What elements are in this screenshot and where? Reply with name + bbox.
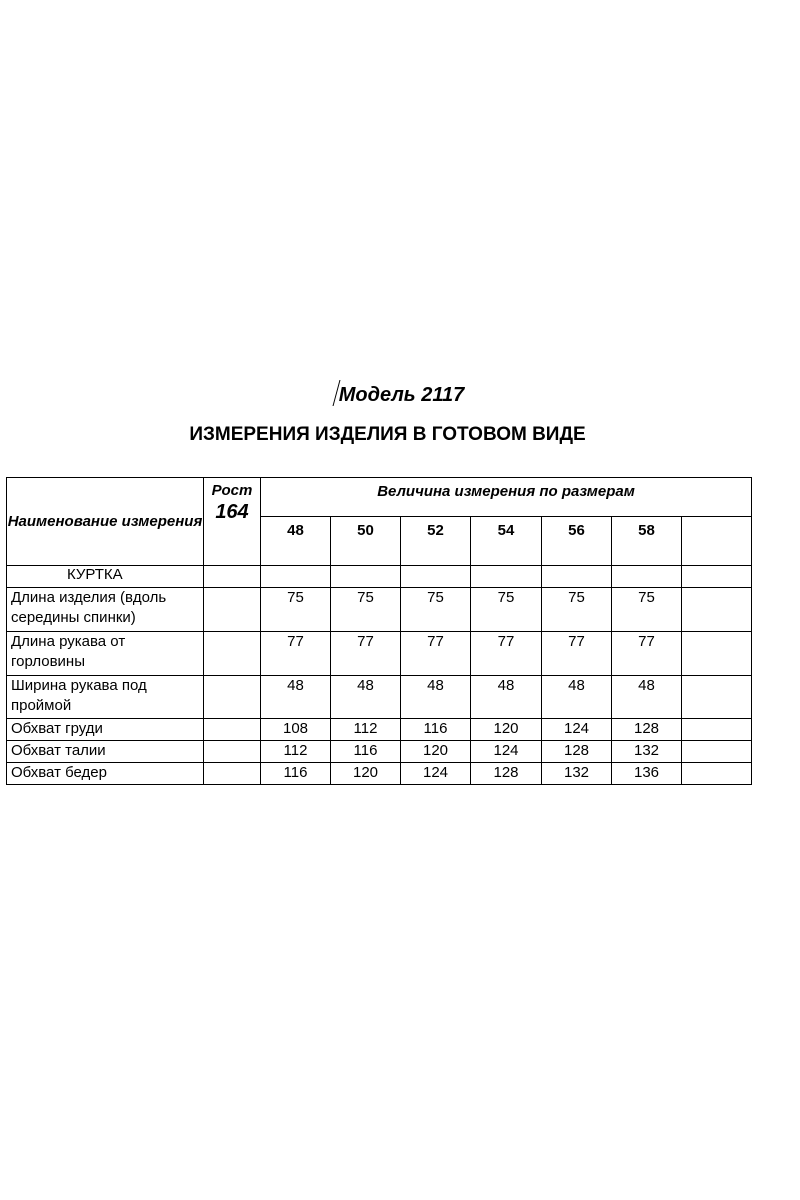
measurement-value: 77: [331, 632, 401, 676]
measurement-value: 75: [261, 588, 331, 632]
measurement-value: [682, 763, 752, 785]
height-cell: [204, 632, 261, 676]
measurement-value: 75: [471, 588, 542, 632]
measurement-value: 124: [471, 741, 542, 763]
measurement-value: [682, 741, 752, 763]
empty-cell: [612, 566, 682, 588]
measurement-value: [682, 676, 752, 719]
size-header-cell: 56: [542, 517, 612, 566]
measurement-value: [682, 588, 752, 632]
empty-cell: [204, 566, 261, 588]
height-cell: [204, 588, 261, 632]
empty-cell: [682, 566, 752, 588]
measurement-value: 77: [471, 632, 542, 676]
height-cell: [204, 719, 261, 741]
height-cell: [204, 741, 261, 763]
measurement-value: 116: [331, 741, 401, 763]
measurement-value: 75: [542, 588, 612, 632]
measurement-value: 77: [542, 632, 612, 676]
measurement-name: Ширина рукава под проймой: [7, 676, 204, 719]
measurement-value: 116: [401, 719, 471, 741]
size-header-cell: 58: [612, 517, 682, 566]
header-row-top: [7, 478, 752, 517]
measurement-value: 77: [261, 632, 331, 676]
size-header-cell: 50: [331, 517, 401, 566]
document-title: ИЗМЕРЕНИЯ ИЗДЕЛИЯ В ГОТОВОМ ВИДЕ: [189, 424, 586, 445]
header-measurement-name: Наименование измерения: [7, 478, 204, 566]
measurement-value: 75: [401, 588, 471, 632]
measurement-value: 108: [261, 719, 331, 741]
header-height: [204, 478, 261, 566]
height-value: 164: [215, 501, 249, 523]
empty-cell: [331, 566, 401, 588]
section-label: КУРТКА: [7, 566, 204, 588]
height-cell: [204, 763, 261, 785]
measurement-value: 132: [542, 763, 612, 785]
measurement-name: Обхват груди: [7, 719, 204, 741]
empty-cell: [401, 566, 471, 588]
measurement-name: Обхват бедер: [7, 763, 204, 785]
measurement-value: 136: [612, 763, 682, 785]
height-label: Рост: [211, 482, 253, 499]
empty-cell: [471, 566, 542, 588]
size-header-cell: 52: [401, 517, 471, 566]
measurement-value: 48: [331, 676, 401, 719]
measurements-table: [6, 477, 752, 785]
model-title: [0, 380, 800, 407]
table-row: [7, 676, 752, 719]
model-title-text: Модель 2117: [338, 384, 465, 406]
measurement-value: [682, 632, 752, 676]
height-cell: [204, 676, 261, 719]
measurement-value: 48: [471, 676, 542, 719]
measurement-value: 48: [261, 676, 331, 719]
table-row: [7, 741, 752, 763]
size-header-cell: 48: [261, 517, 331, 566]
size-header-cell: 54: [471, 517, 542, 566]
measurement-value: 132: [612, 741, 682, 763]
measurement-value: 48: [401, 676, 471, 719]
measurement-value: 112: [331, 719, 401, 741]
measurement-name: Длина изделия (вдоль середины спинки): [7, 588, 204, 632]
empty-cell: [542, 566, 612, 588]
measurement-value: 75: [331, 588, 401, 632]
measurement-value: 124: [401, 763, 471, 785]
measurement-value: 120: [401, 741, 471, 763]
measurement-value: 77: [612, 632, 682, 676]
measurement-value: 75: [612, 588, 682, 632]
measurement-value: 124: [542, 719, 612, 741]
measurement-value: 128: [612, 719, 682, 741]
empty-cell: [261, 566, 331, 588]
measurement-value: [682, 719, 752, 741]
measurement-value: 48: [612, 676, 682, 719]
measurement-name: Длина рукава от горловины: [7, 632, 204, 676]
measurement-value: 120: [331, 763, 401, 785]
table-row: [7, 632, 752, 676]
table-row: [7, 763, 752, 785]
size-header-cell: [682, 517, 752, 566]
measurement-value: 48: [542, 676, 612, 719]
table-row: [7, 719, 752, 741]
measurement-value: 120: [471, 719, 542, 741]
section-row: [7, 566, 752, 588]
header-size-values: Величина измерения по размерам: [261, 478, 752, 517]
table-row: [7, 588, 752, 632]
measurement-value: 128: [542, 741, 612, 763]
measurement-value: 116: [261, 763, 331, 785]
measurement-value: 128: [471, 763, 542, 785]
measurement-value: 77: [401, 632, 471, 676]
measurement-value: 112: [261, 741, 331, 763]
measurement-name: Обхват талии: [7, 741, 204, 763]
